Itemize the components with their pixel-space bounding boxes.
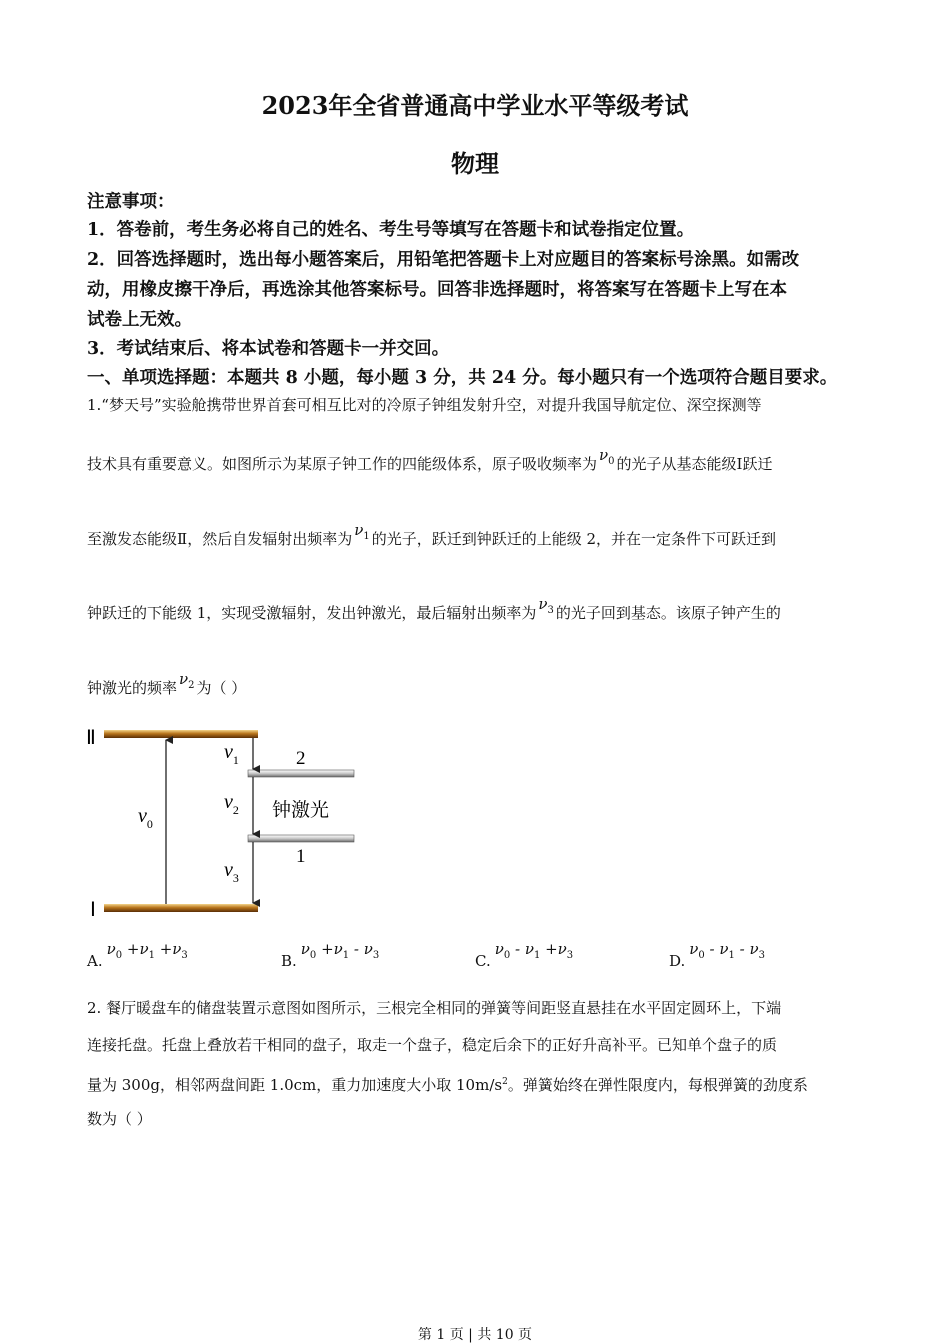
- nu0-symbol: [599, 446, 615, 467]
- q1-line-5: [87, 670, 247, 703]
- q2-line-3: [87, 1070, 808, 1097]
- nu-glyph: ν: [179, 670, 189, 688]
- nu1-symbol: [354, 521, 370, 542]
- q1-line-4b: 的光子回到基态。该原子钟产生的: [555, 604, 781, 622]
- q2-line-2: 连接托盘。托盘上叠放若干相同的盘子，取走一个盘子，稳定后余下的正好升高补平。已知单个盘子的质: [87, 1036, 778, 1054]
- option-c[interactable]: [475, 940, 574, 970]
- q1-line-1: 1.“梦天号”实验舱携带世界首套可相互比对的冷原子钟组发射升空，对提升我国导航定位、深空探测等: [87, 396, 762, 414]
- nu1-label: $\nu_1$: [224, 741, 239, 767]
- level-1-label: 1: [296, 846, 306, 867]
- option-a-expr: $\nu_0 +\nu_1 +\nu_3$: [106, 940, 188, 961]
- exam-title: 2023年全省普通高中学业水平等级考试: [261, 91, 689, 120]
- q1-line-4: [87, 595, 781, 628]
- nu-glyph: ν: [599, 446, 609, 464]
- nu-subscript: 0: [608, 456, 615, 467]
- nu-glyph: ν: [354, 521, 364, 539]
- energy-level-diagram: [82, 722, 372, 922]
- q2-line-3b: 。弹簧始终在弹性限度内，每根弹簧的劲度系: [507, 1076, 808, 1094]
- notice-item-3: 3．考试结束后、将本试卷和答题卡一并交回。: [87, 339, 450, 359]
- nu3-symbol: [538, 595, 554, 616]
- level-I-bar: [104, 904, 258, 912]
- option-d[interactable]: [669, 940, 765, 970]
- q1-line-3b: 的光子，跃迁到钟跃迁的上能级 2，并在一定条件下可跃迁到: [371, 530, 777, 548]
- q2-line-3a: 量为 300g，相邻两盘间距 1.0cm，重力加速度大小取 10m/s: [87, 1076, 503, 1094]
- nu2-symbol: [179, 670, 195, 691]
- page-footer: 第 1 页 | 共 10 页: [417, 1327, 533, 1343]
- nu-glyph: ν: [538, 595, 548, 613]
- notice-heading: 注意事项：: [87, 192, 175, 212]
- q1-line-2: [87, 446, 773, 479]
- notice-item-2: 2．回答选择题时，选出每小题答案后，用铅笔把答题卡上对应题目的答案标号涂黑。如需改: [87, 250, 800, 270]
- level-1-bar: [248, 835, 354, 842]
- notice-item-1: 1．答卷前，考生务必将自己的姓名、考生号等填写在答题卡和试卷指定位置。: [87, 220, 695, 240]
- nu3-label: $\nu_3$: [224, 859, 239, 885]
- level-II-label: Ⅱ: [86, 727, 96, 749]
- clock-laser-label: 钟激光: [272, 799, 330, 821]
- q2-line-4: 数为（ ）: [87, 1110, 152, 1128]
- notice-item-2-cont: 动，用橡皮擦干净后，再选涂其他答案标号。回答非选择题时，将答案写在答题卡上写在本: [87, 280, 787, 300]
- option-b-label: B.: [281, 952, 297, 970]
- option-c-label: C.: [475, 952, 491, 970]
- q1-line-3: [87, 521, 777, 554]
- level-2-bar: [248, 770, 354, 777]
- option-a[interactable]: [87, 940, 188, 970]
- q1-line-3a: 至激发态能级Ⅱ，然后自发辐射出频率为: [87, 530, 353, 548]
- section-heading: 一、单项选择题：本题共 8 小题，每小题 3 分，共 24 分。每小题只有一个选项符合题目要求。: [87, 368, 838, 388]
- option-d-label: D.: [669, 952, 686, 970]
- option-a-label: A.: [87, 952, 103, 970]
- q1-line-5b: 为（ ）: [196, 679, 247, 697]
- q1-line-2b: 的光子从基态能级Ⅰ跃迁: [616, 455, 773, 473]
- level-I-label: Ⅰ: [90, 899, 96, 921]
- option-b[interactable]: [281, 940, 380, 970]
- nu2-label: $\nu_2$: [224, 791, 239, 817]
- subject-title: 物理: [451, 149, 499, 178]
- option-c-expr: $\nu_0 - \nu_1 +\nu_3$: [494, 940, 574, 961]
- level-2-label: 2: [296, 748, 306, 769]
- nu0-label: $\nu_0$: [138, 805, 153, 831]
- q1-line-5a: 钟激光的频率: [87, 679, 178, 697]
- option-d-expr: $\nu_0 - \nu_1 - \nu_3$: [689, 940, 765, 961]
- nu-subscript: 1: [363, 531, 370, 542]
- level-II-bar: [104, 730, 258, 738]
- option-b-expr: $\nu_0 +\nu_1 - \nu_3$: [300, 940, 380, 961]
- q2-superscript: 2: [502, 1077, 508, 1087]
- q1-line-4a: 钟跃迁的下能级 1，实现受激辐射，发出钟激光，最后辐射出频率为: [87, 604, 537, 622]
- notice-item-2-end: 试卷上无效。: [87, 310, 192, 330]
- q2-line-1: 2. 餐厅暖盘车的储盘装置示意图如图所示，三根完全相同的弹簧等间距竖直悬挂在水平固定圆环上，下端: [87, 999, 782, 1017]
- nu-subscript: 2: [188, 680, 195, 691]
- q1-line-2a: 技术具有重要意义。如图所示为某原子钟工作的四能级体系，原子吸收频率为: [87, 455, 598, 473]
- nu-subscript: 3: [547, 605, 554, 616]
